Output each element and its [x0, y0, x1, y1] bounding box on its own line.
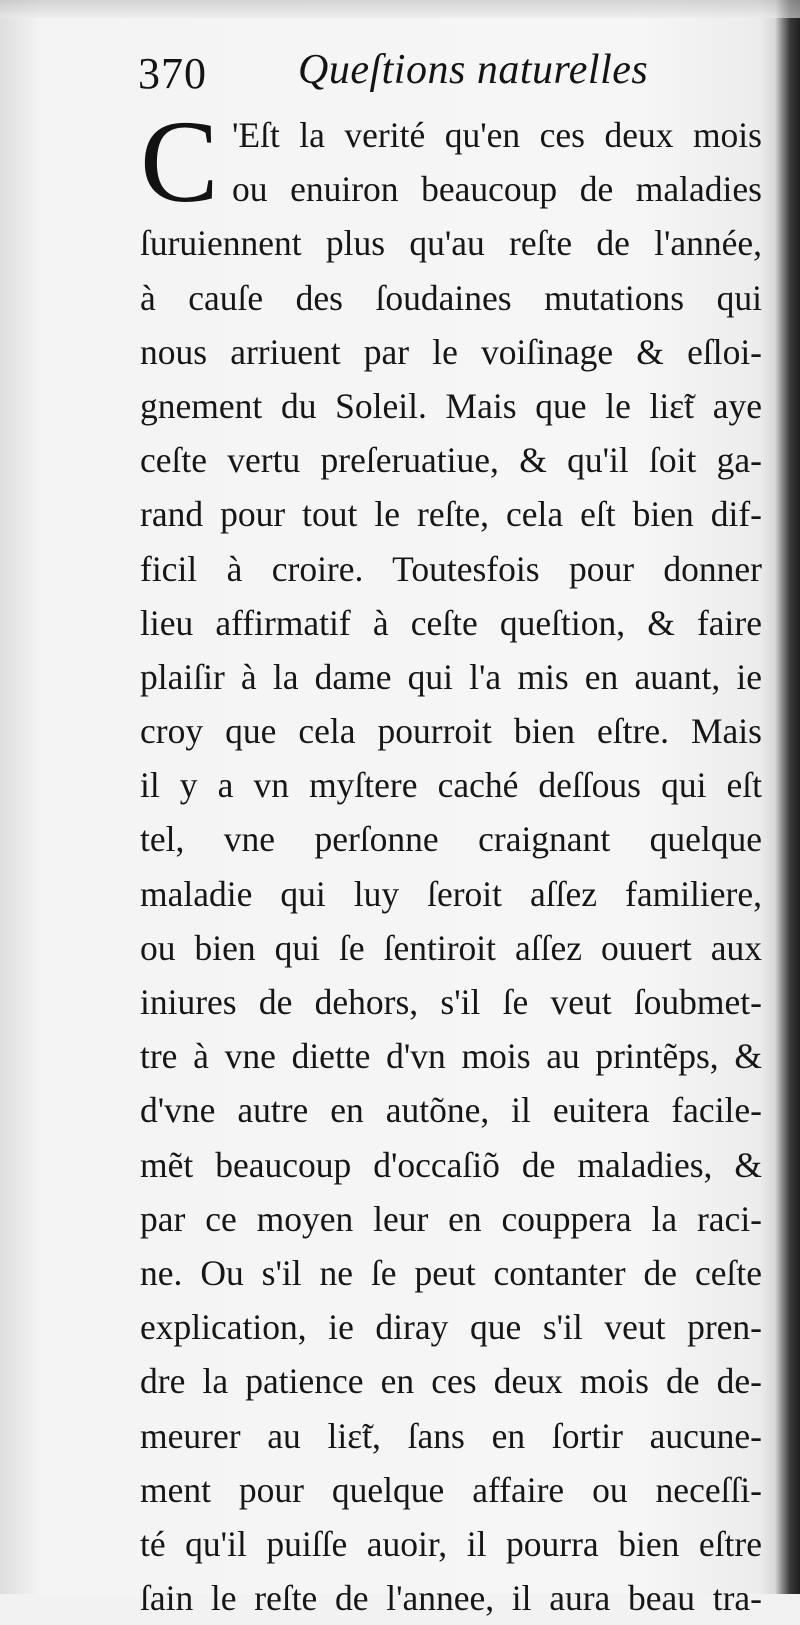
text-line: ceſte vertu preſeruatiue, & qu'il ſoit ga- — [140, 440, 762, 481]
text-line: plaiſir à la dame qui l'a mis en auant, ie — [140, 656, 762, 697]
text-line: ne. Ou s'il ne ſe peut contanter de ceſte — [140, 1252, 762, 1293]
text-line: d'vne autre en autõne, il euitera facile- — [140, 1090, 762, 1131]
running-title: Queſtions naturelles — [298, 47, 649, 93]
page-number: 370 — [138, 49, 207, 98]
text-line: iniures de dehors, s'il ſe veut ſoubmet- — [140, 982, 762, 1022]
text-line: ficil à croire. Toutesfois pour donner — [140, 548, 762, 589]
text-line: à cauſe des ſoudaines mutations qui — [140, 277, 762, 318]
page-header — [138, 42, 758, 102]
text-line: gnement du Soleil. Mais que le liɛ̃t aye — [140, 385, 762, 426]
text-line: ou enuiron beaucoup de maladies — [232, 169, 762, 210]
text-line: croy que cela pourroit bien eſtre. Mais — [140, 711, 762, 752]
text-line: tel, vne perſonne craignant quelque — [140, 819, 762, 860]
text-line: ſain le reſte de l'annee, il aura beau tra- — [140, 1578, 762, 1619]
text-line: meurer au liɛ̃t, ſans en ſortir aucune- — [140, 1415, 762, 1456]
text-line: mẽt beaucoup d'occaſiõ de maladies, & — [140, 1144, 762, 1185]
text-line: explication, ie diray que s'il veut pren- — [140, 1307, 762, 1348]
body-text — [140, 96, 762, 1625]
page-top-shadow — [0, 0, 800, 18]
text-line: rand pour tout le reſte, cela eſt bien dif- — [140, 494, 762, 535]
text-line: maladie qui luy ſeroit aſſez familiere, — [140, 873, 762, 914]
text-line: lieu affirmatif à ceſte queſtion, & faire — [140, 602, 762, 643]
text-line: il y a vn myſtere caché deſſous qui eſt — [140, 765, 762, 806]
text-line: dre la patience en ces deux mois de de- — [140, 1361, 762, 1402]
text-line: ſuruiennent plus qu'au reſte de l'année, — [140, 223, 762, 264]
drop-cap: C — [140, 96, 219, 227]
text-line: té qu'il puiſſe auoir, il pourra bien eſtre — [140, 1523, 762, 1564]
text-line: 'Eſt la verité qu'en ces deux mois — [232, 115, 762, 155]
text-line: ment pour quelque affaire ou neceſſi- — [140, 1469, 762, 1510]
text-line: tre à vne diette d'vn mois au printẽps, & — [140, 1036, 762, 1077]
text-line: nous arriuent par le voiſinage & eſloi- — [140, 331, 762, 372]
text-line: ou bien qui ſe ſentiroit aſſez ouuert aux — [140, 927, 762, 968]
text-line: par ce moyen leur en couppera la raci- — [140, 1198, 762, 1239]
